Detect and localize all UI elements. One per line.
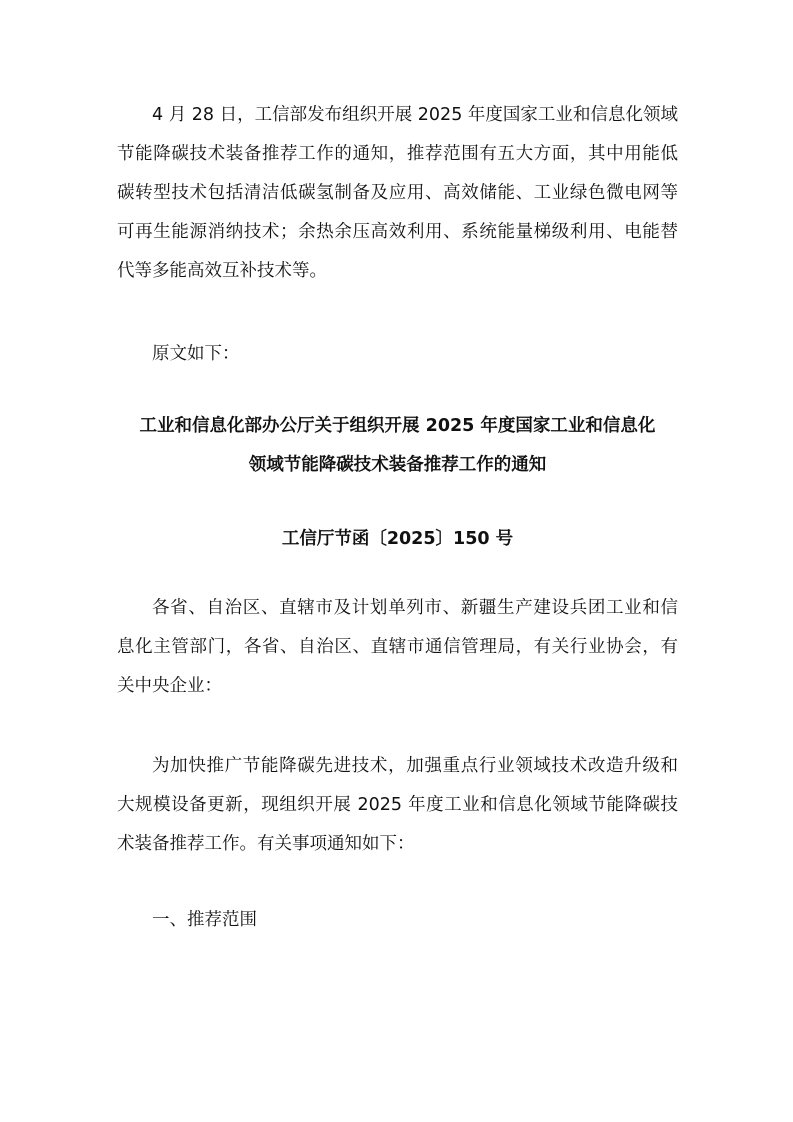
text-line: 代等多能高效互补技术等。	[117, 261, 327, 281]
text-line: 原文如下：	[152, 344, 240, 364]
original-label	[117, 335, 678, 374]
text-line: 碳转型技术包括清洁低碳氢制备及应用、高效储能、工业绿色微电网等	[117, 183, 678, 203]
text-line: 4 月 28 日，工信部发布组织开展 2025 年度国家工业和信息化领域	[152, 105, 678, 125]
section-heading	[117, 901, 678, 940]
document-title	[117, 407, 678, 485]
document-number	[117, 520, 678, 559]
doc-number-line: 工信厅节函〔2025〕150 号	[281, 529, 514, 549]
text-line: 关中央企业：	[117, 676, 222, 696]
text-line: 息化主管部门，各省、自治区、直辖市通信管理局，有关行业协会，有	[117, 637, 678, 657]
text-line: 节能降碳技术装备推荐工作的通知，推荐范围有五大方面，其中用能低	[117, 144, 678, 164]
title-line: 工业和信息化部办公厅关于组织开展 2025 年度国家工业和信息化	[139, 416, 656, 436]
body-paragraph	[117, 747, 678, 864]
text-line: 为加快推广节能降碳先进技术，加强重点行业领域技术改造升级和	[152, 756, 678, 776]
text-line: 各省、自治区、直辖市及计划单列市、新疆生产建设兵团工业和信	[152, 598, 678, 618]
intro-paragraph	[117, 96, 678, 291]
title-line: 领域节能降碳技术装备推荐工作的通知	[248, 455, 547, 475]
text-line: 一、推荐范围	[152, 910, 257, 930]
text-line: 大规模设备更新，现组织开展 2025 年度工业和信息化领域节能降碳技	[117, 795, 678, 815]
addressees-paragraph	[117, 589, 678, 706]
text-line: 可再生能源消纳技术；余热余压高效利用、系统能量梯级利用、电能替	[117, 222, 678, 242]
text-line: 术装备推荐工作。有关事项通知如下：	[117, 834, 415, 854]
